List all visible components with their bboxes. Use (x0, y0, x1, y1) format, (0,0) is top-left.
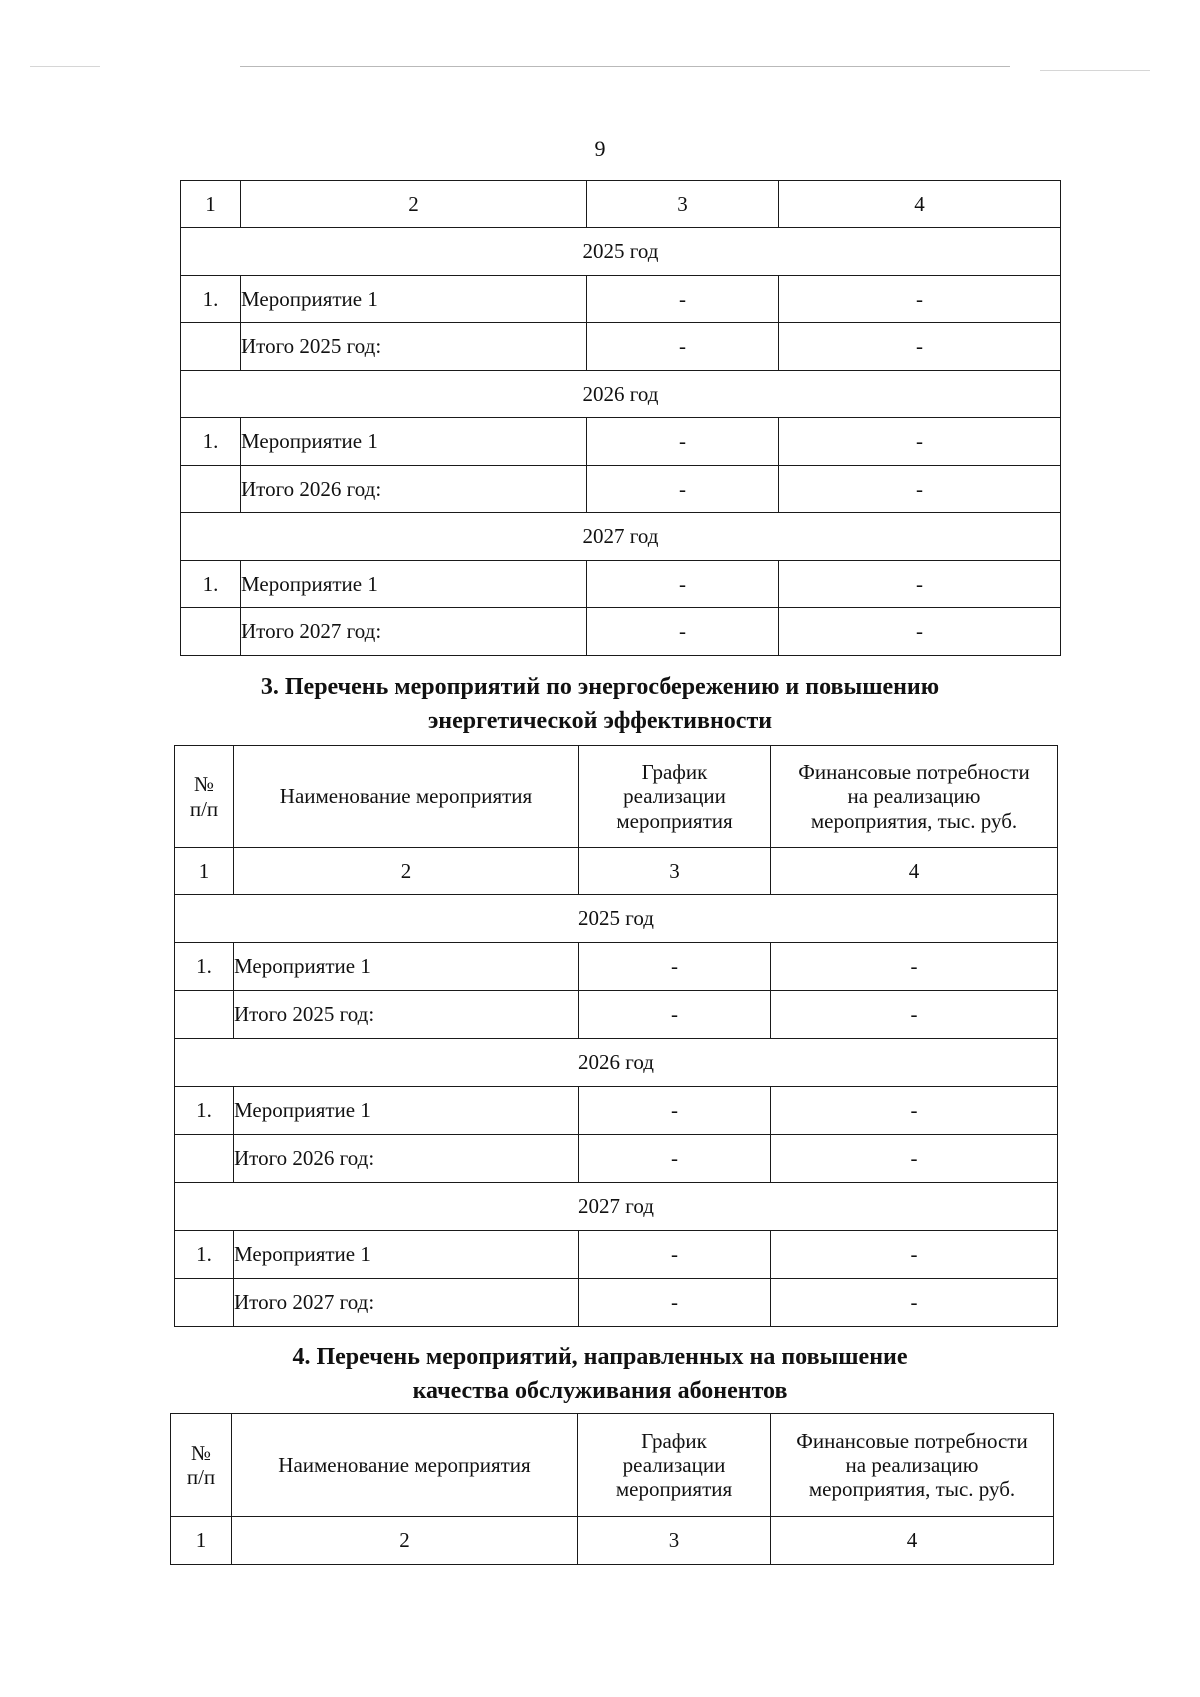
column-number: 1 (175, 848, 234, 895)
table-row (175, 943, 1058, 991)
section-3-title (0, 670, 1200, 738)
year-label: 2027 год (181, 513, 1061, 561)
scan-artifact-line (30, 66, 100, 67)
header-num-line: № (193, 772, 215, 797)
year-row (175, 1039, 1058, 1087)
column-number: 3 (578, 1517, 771, 1565)
event-finance: - (779, 561, 1061, 608)
table-header-row (171, 1414, 1054, 1517)
event-finance: - (771, 943, 1058, 991)
event-finance: - (779, 418, 1061, 466)
year-label: 2026 год (175, 1039, 1058, 1087)
row-number: 1. (181, 561, 241, 608)
year-row (175, 1183, 1058, 1231)
row-number (181, 323, 241, 371)
column-number: 4 (771, 1517, 1054, 1565)
column-number: 1 (171, 1517, 232, 1565)
row-number (175, 1135, 234, 1183)
total-label: Итого 2027 год: (234, 1279, 579, 1327)
year-label: 2025 год (175, 895, 1058, 943)
row-number (175, 1279, 234, 1327)
event-finance: - (771, 1087, 1058, 1135)
total-finance: - (771, 1279, 1058, 1327)
column-number: 3 (579, 848, 771, 895)
total-label: Итого 2026 год: (234, 1135, 579, 1183)
header-num-line: № (190, 1440, 212, 1465)
column-number-row (181, 181, 1061, 228)
total-finance: - (771, 991, 1058, 1039)
column-number: 2 (241, 181, 587, 228)
page-number: 9 (594, 136, 606, 161)
header-schedule-line: График (641, 1428, 707, 1453)
header-finance-line: мероприятия, тыс. руб. (808, 1477, 1016, 1502)
event-name: Мероприятие 1 (241, 276, 587, 323)
header-schedule-line: мероприятия (615, 1477, 733, 1502)
header-num-line: п/п (189, 796, 219, 821)
total-finance: - (771, 1135, 1058, 1183)
row-number: 1. (175, 943, 234, 991)
header-finance-line: на реализацию (845, 1452, 979, 1477)
total-schedule: - (587, 466, 779, 513)
header-finance (771, 1414, 1054, 1517)
table-row (175, 1231, 1058, 1279)
event-name: Мероприятие 1 (234, 943, 579, 991)
header-finance-line: Финансовые потребности (798, 760, 1030, 785)
event-name: Мероприятие 1 (241, 561, 587, 608)
event-finance: - (779, 276, 1061, 323)
column-number: 2 (234, 848, 579, 895)
year-label: 2025 год (181, 228, 1061, 276)
year-row (181, 371, 1061, 418)
row-number (175, 991, 234, 1039)
event-name: Мероприятие 1 (241, 418, 587, 466)
total-finance: - (779, 323, 1061, 371)
section-4-table (170, 1413, 1054, 1565)
column-number: 4 (771, 848, 1058, 895)
column-number: 2 (232, 1517, 578, 1565)
header-finance (771, 746, 1058, 848)
row-number: 1. (175, 1231, 234, 1279)
total-row (175, 1135, 1058, 1183)
row-number (181, 466, 241, 513)
total-row (175, 991, 1058, 1039)
table-header-row (175, 746, 1058, 848)
year-row (181, 513, 1061, 561)
total-label: Итого 2025 год: (234, 991, 579, 1039)
table-row (181, 561, 1061, 608)
total-finance: - (779, 608, 1061, 656)
event-schedule: - (579, 943, 771, 991)
total-schedule: - (587, 608, 779, 656)
scan-artifact-line (1040, 70, 1150, 71)
header-schedule (579, 746, 771, 848)
header-schedule (578, 1414, 771, 1517)
total-row (181, 608, 1061, 656)
section-4-title (0, 1340, 1200, 1408)
section-3-title-line: 3. Перечень мероприятий по энергосбережению и повышению (260, 674, 940, 700)
header-schedule-line: реализации (622, 1452, 726, 1477)
header-finance-line: мероприятия, тыс. руб. (810, 808, 1018, 833)
table-row (175, 1087, 1058, 1135)
header-num (171, 1414, 232, 1517)
year-row (175, 895, 1058, 943)
column-number: 4 (779, 181, 1061, 228)
scan-artifact-line (240, 66, 1010, 67)
total-row (181, 466, 1061, 513)
header-name: Наименование мероприятия (232, 1414, 578, 1517)
section-3-title-line: энергетической эффективности (427, 708, 773, 734)
total-schedule: - (587, 323, 779, 371)
table-row (181, 276, 1061, 323)
row-number: 1. (181, 276, 241, 323)
section-4-title-line: 4. Перечень мероприятий, направленных на повышение (292, 1344, 908, 1370)
event-schedule: - (587, 561, 779, 608)
total-schedule: - (579, 991, 771, 1039)
header-schedule-line: реализации (623, 784, 726, 809)
total-row (181, 323, 1061, 371)
section-3-table (174, 745, 1058, 1327)
event-name: Мероприятие 1 (234, 1231, 579, 1279)
total-schedule: - (579, 1135, 771, 1183)
column-number: 1 (181, 181, 241, 228)
header-num-line: п/п (186, 1465, 216, 1489)
year-label: 2027 год (175, 1183, 1058, 1231)
event-schedule: - (587, 418, 779, 466)
table-continuation (180, 180, 1061, 656)
header-finance-line: на реализацию (847, 784, 981, 809)
header-schedule-line: мероприятия (616, 808, 733, 833)
event-schedule: - (579, 1087, 771, 1135)
row-number (181, 608, 241, 656)
event-schedule: - (587, 276, 779, 323)
header-name: Наименование мероприятия (234, 746, 579, 848)
total-label: Итого 2025 год: (241, 323, 587, 371)
total-schedule: - (579, 1279, 771, 1327)
header-schedule-line: График (641, 760, 708, 785)
row-number: 1. (181, 418, 241, 466)
table-row (181, 418, 1061, 466)
section-4-title-line: качества обслуживания абонентов (412, 1378, 788, 1404)
total-label: Итого 2027 год: (241, 608, 587, 656)
event-finance: - (771, 1231, 1058, 1279)
header-num (175, 746, 234, 848)
total-row (175, 1279, 1058, 1327)
total-label: Итого 2026 год: (241, 466, 587, 513)
row-number: 1. (175, 1087, 234, 1135)
event-name: Мероприятие 1 (234, 1087, 579, 1135)
column-number-row (175, 848, 1058, 895)
header-finance-line: Финансовые потребности (796, 1428, 1028, 1453)
column-number: 3 (587, 181, 779, 228)
column-number-row (171, 1517, 1054, 1565)
year-row (181, 228, 1061, 276)
event-schedule: - (579, 1231, 771, 1279)
year-label: 2026 год (181, 371, 1061, 418)
total-finance: - (779, 466, 1061, 513)
